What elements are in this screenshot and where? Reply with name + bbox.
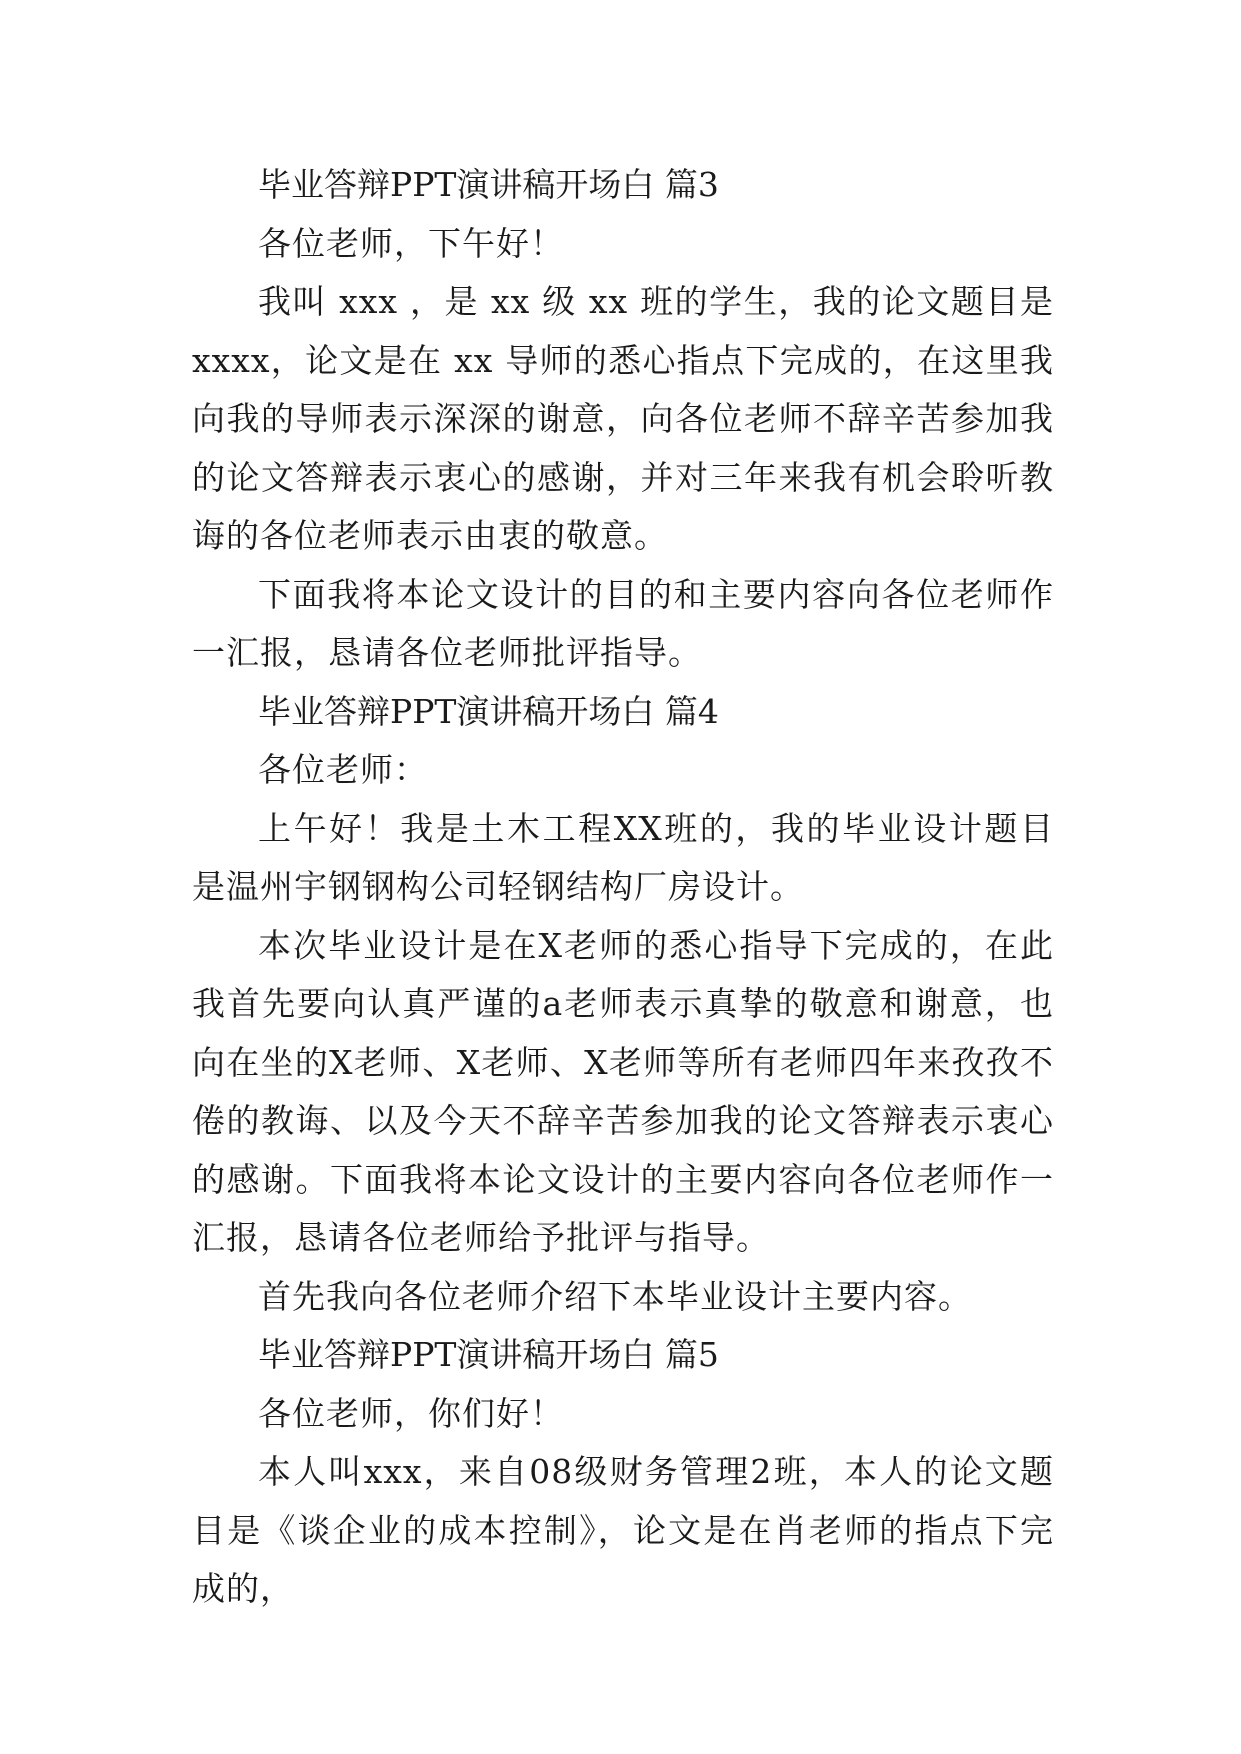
- document-body: [192, 156, 1054, 1619]
- greeting-paragraph: 各位老师，你们好！: [258, 1393, 564, 1433]
- greeting-paragraph: 各位老师，下午好！: [258, 223, 564, 263]
- section-heading-5: 毕业答辩PPT演讲稿开场白 篇5: [258, 1335, 719, 1374]
- section-heading-4: 毕业答辩PPT演讲稿开场白 篇4: [258, 691, 719, 731]
- body-paragraph: 下面我将本论文设计的目的和主要内容向各位老师作一汇报，恳请各位老师批评指导。: [192, 574, 1054, 672]
- body-paragraph: 上午好！我是土木工程XX班的，我的毕业设计题目是温州宇钢钢构公司轻钢结构厂房设计。: [192, 808, 1054, 906]
- section-heading-3: 毕业答辩PPT演讲稿开场白 篇3: [258, 165, 719, 204]
- body-paragraph: 本人叫xxx，来自08级财务管理2班，本人的论文题目是《谈企业的成本控制》，论文是在肖老师的指点下完成的，: [192, 1452, 1054, 1608]
- body-paragraph: 本次毕业设计是在X老师的悉心指导下完成的，在此我首先要向认真严谨的a老师表示真挚的敬意和谢意，也向在坐的X老师、X老师、X老师等所有老师四年来孜孜不倦的教诲、以及今天不辞辛苦参加我的论文答辩表示衷心的感谢。下面我将本论文设计的主要内容向各位老师作一汇报，恳请各位老师给予批评与指导。: [192, 925, 1054, 1257]
- body-paragraph: 首先我向各位老师介绍下本毕业设计主要内容。: [258, 1276, 972, 1316]
- body-paragraph: 我叫 xxx ，是 xx 级 xx 班的学生，我的论文题目是xxxx，论文是在 xx 导师的悉心指点下完成的，在这里我向我的导师表示深深的谢意，向各位老师不辞辛苦参加我的论文答辩表示衷心的感谢，并对三年来我有机会聆听教诲的各位老师表示由衷的敬意。: [192, 282, 1054, 555]
- greeting-paragraph: 各位老师：: [258, 750, 428, 789]
